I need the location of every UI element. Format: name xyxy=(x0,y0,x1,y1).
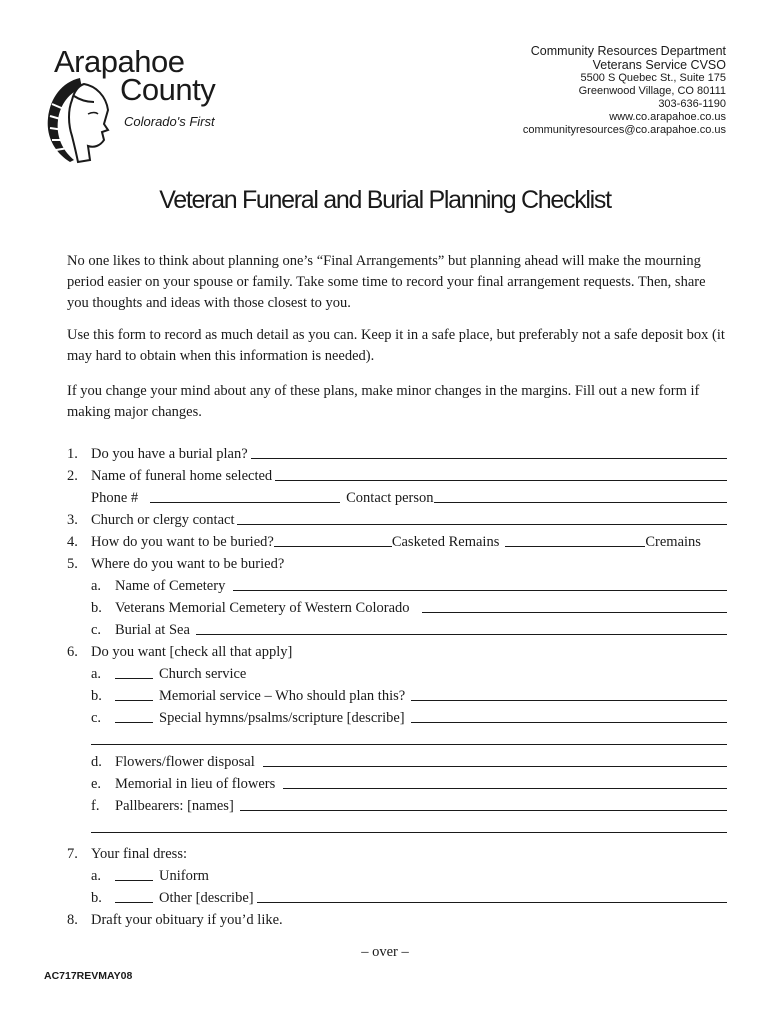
sub-letter: a. xyxy=(91,578,102,594)
sub-label: Memorial service – Who should plan this? xyxy=(159,688,406,704)
question-7a xyxy=(67,863,727,885)
sub-label: Other [describe] xyxy=(159,890,254,906)
hymns-continuation-row xyxy=(67,727,727,749)
memorial-in-lieu-field[interactable] xyxy=(283,788,727,789)
question-number: 7. xyxy=(67,846,78,862)
question-6a xyxy=(67,661,727,683)
pallbearers-continuation-row xyxy=(67,815,727,837)
casketed-remains-blank[interactable] xyxy=(505,546,645,547)
logo-word-county: County xyxy=(120,72,216,107)
sub-label: Uniform xyxy=(159,868,209,884)
sub-letter: f. xyxy=(91,798,100,814)
question-label: Draft your obituary if you’d like. xyxy=(91,912,283,928)
question-5c xyxy=(67,617,727,639)
sub-label: Special hymns/psalms/scripture [describe] xyxy=(159,710,405,726)
sub-label: Name of Cemetery xyxy=(115,578,226,594)
question-5a xyxy=(67,573,727,595)
sub-letter: a. xyxy=(91,868,102,884)
question-5b xyxy=(67,595,727,617)
contact-person-label: Contact person xyxy=(346,490,434,506)
over-indicator: – over – xyxy=(361,944,409,960)
burial-type-field[interactable] xyxy=(274,546,392,547)
question-4 xyxy=(67,529,727,551)
intro-paragraph-2: Use this form to record as much detail as you can. Keep it in a safe place, but preferably not a safe deposit box (it may hard to obtain when this information is needed). xyxy=(67,327,725,364)
intro-paragraph-3: If you change your mind about any of these plans, make minor changes in the margins. Fill out a new form if making major changes. xyxy=(67,383,700,420)
casketed-remains-option: Casketed Remains xyxy=(391,534,500,550)
funeral-home-field[interactable] xyxy=(275,480,727,481)
question-number: 1. xyxy=(67,446,78,462)
question-5 xyxy=(67,551,727,573)
question-label: Your final dress: xyxy=(91,846,187,862)
question-1 xyxy=(67,441,727,463)
street-address: 5500 S Quebec St., Suite 175 xyxy=(580,72,726,84)
funeral-home-phone-field[interactable] xyxy=(150,502,340,503)
contact-block xyxy=(523,44,726,137)
page-title: Veteran Funeral and Burial Planning Checklist xyxy=(159,186,611,214)
pallbearers-continuation-field[interactable] xyxy=(91,832,727,833)
question-label: Do you want [check all that apply] xyxy=(91,644,293,660)
funeral-home-contact-row xyxy=(67,485,727,507)
special-hymns-check[interactable] xyxy=(115,722,153,723)
question-number: 5. xyxy=(67,556,78,572)
question-number: 8. xyxy=(67,912,78,928)
sub-letter: c. xyxy=(91,622,102,638)
sub-label: Memorial in lieu of flowers xyxy=(115,776,276,792)
flowers-field[interactable] xyxy=(263,766,727,767)
hymns-description-field[interactable] xyxy=(411,722,727,723)
sub-label: Church service xyxy=(159,666,247,682)
question-number: 3. xyxy=(67,512,78,528)
intro-paragraph-1: No one likes to think about planning one’s “Final Arrangements” but planning ahead will make the mourning period easier on your spouse or family. Take some time to record your final arrangement requests. Then, share you thoughts and ideas with those closest to you. xyxy=(67,253,706,311)
clergy-contact-field[interactable] xyxy=(237,524,727,525)
pallbearers-field[interactable] xyxy=(240,810,727,811)
contact-person-field[interactable] xyxy=(434,502,727,503)
question-3 xyxy=(67,507,727,529)
question-6c xyxy=(67,705,727,727)
sub-letter: e. xyxy=(91,776,102,792)
sub-letter: b. xyxy=(91,890,102,906)
question-6e xyxy=(67,771,727,793)
sub-letter: c. xyxy=(91,710,102,726)
question-label: Name of funeral home selected xyxy=(91,468,273,484)
memorial-service-check[interactable] xyxy=(115,700,153,701)
hymns-continuation-field[interactable] xyxy=(91,744,727,745)
question-label: Do you have a burial plan? xyxy=(91,446,248,462)
veterans-cemetery-field[interactable] xyxy=(422,612,727,613)
other-dress-field[interactable] xyxy=(257,902,727,903)
question-7 xyxy=(67,837,727,863)
checklist xyxy=(67,441,727,929)
sub-label: Burial at Sea xyxy=(115,622,190,638)
question-6b xyxy=(67,683,727,705)
burial-plan-field[interactable] xyxy=(251,458,727,459)
city-address: Greenwood Village, CO 80111 xyxy=(578,85,726,97)
service-name: Veterans Service CVSO xyxy=(592,58,726,72)
question-label: Church or clergy contact xyxy=(91,512,235,528)
sub-label: Flowers/flower disposal xyxy=(115,754,255,770)
form-code: AC717REVMAY08 xyxy=(44,970,133,982)
question-6 xyxy=(67,639,727,661)
church-service-check[interactable] xyxy=(115,678,153,679)
sub-letter: b. xyxy=(91,688,102,704)
website-link[interactable]: www.co.arapahoe.co.us xyxy=(609,111,726,123)
department-name: Community Resources Department xyxy=(530,44,726,58)
question-8 xyxy=(67,907,727,929)
logo-tagline: Colorado's First xyxy=(124,114,215,129)
logo-word-arapahoe: Arapahoe xyxy=(54,44,185,79)
phone-label: Phone # xyxy=(91,490,139,506)
email-link[interactable]: communityresources@co.arapahoe.co.us xyxy=(522,124,726,136)
question-6d xyxy=(67,749,727,771)
other-dress-check[interactable] xyxy=(115,902,153,903)
phone-number: 303-636-1190 xyxy=(658,98,726,110)
uniform-check[interactable] xyxy=(115,880,153,881)
sub-letter: a. xyxy=(91,666,102,682)
county-logo xyxy=(44,44,244,164)
question-number: 2. xyxy=(67,468,78,484)
question-2 xyxy=(67,463,727,485)
question-number: 6. xyxy=(67,644,78,660)
sub-label: Veterans Memorial Cemetery of Western Colorado xyxy=(115,600,410,616)
question-number: 4. xyxy=(67,534,78,550)
sub-letter: d. xyxy=(91,754,102,770)
question-label: How do you want to be buried? xyxy=(91,534,274,550)
sub-letter: b. xyxy=(91,600,102,616)
sub-label: Pallbearers: [names] xyxy=(115,798,234,814)
question-6f xyxy=(67,793,727,815)
question-7b xyxy=(67,885,727,907)
question-label: Where do you want to be buried? xyxy=(91,556,285,572)
cremains-option: Cremains xyxy=(645,534,701,550)
chief-profile-emblem-icon xyxy=(44,74,118,166)
cemetery-name-field[interactable] xyxy=(233,590,727,591)
burial-at-sea-field[interactable] xyxy=(196,634,727,635)
memorial-planner-field[interactable] xyxy=(411,700,727,701)
